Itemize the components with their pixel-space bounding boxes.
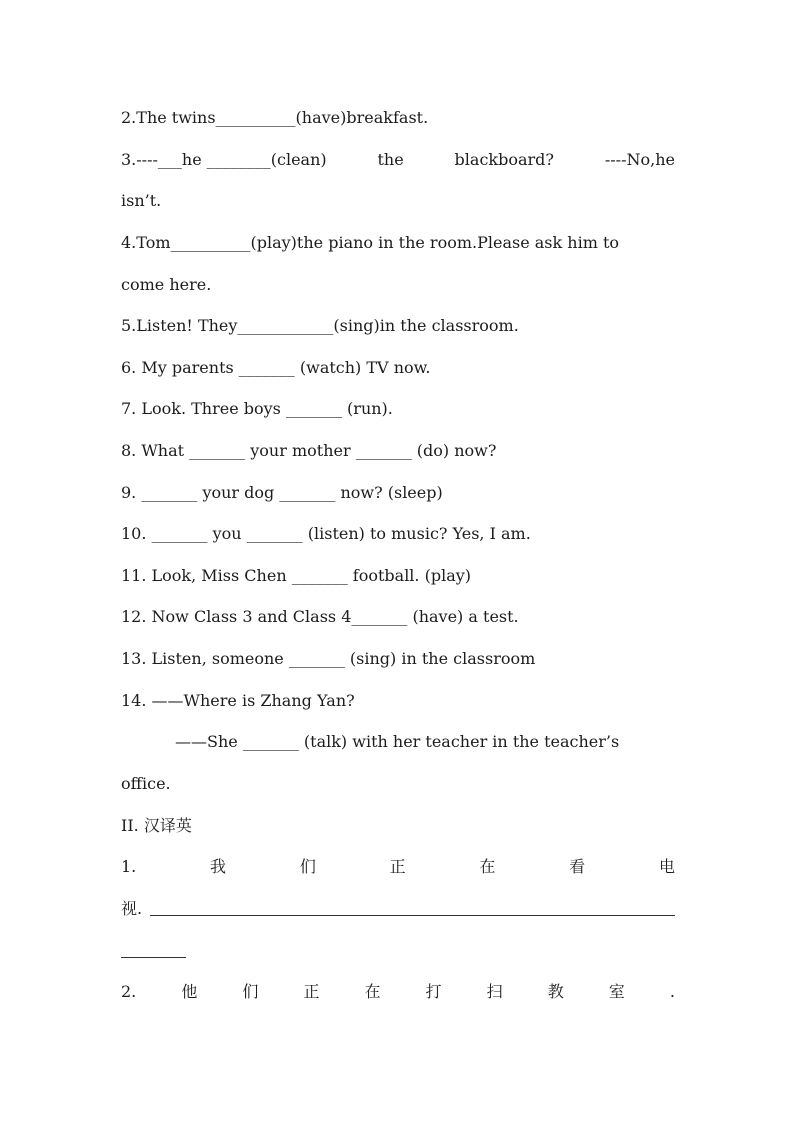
question-2: 2.The twins__________(have)breakfast.: [121, 108, 429, 127]
question-7: 7. Look. Three boys _______ (run).: [121, 399, 393, 418]
translation-item-2-char: 室: [608, 982, 625, 1001]
question-9: 9. _______ your dog _______ now? (sleep): [121, 483, 443, 502]
question-14-answer-line: ——She _______ (talk) with her teacher in the teacher’s: [175, 732, 620, 751]
question-3-word-the: the: [377, 150, 404, 169]
translation-item-1-char: 我: [210, 857, 227, 876]
translation-item-2: [121, 982, 675, 1002]
question-3: [121, 150, 675, 170]
question-4: 4.Tom__________(play)the piano in the room.Please ask him to: [121, 233, 620, 252]
question-3-continuation: isn’t.: [121, 191, 162, 210]
translation-item-2-char: 他: [181, 982, 198, 1001]
translation-item-1-char: 看: [569, 857, 586, 876]
question-4-continuation: come here.: [121, 275, 212, 294]
translation-item-2-char: 在: [364, 982, 381, 1001]
question-11: 11. Look, Miss Chen _______ football. (play): [121, 566, 472, 585]
translation-item-2-char: 教: [547, 982, 564, 1001]
translation-item-1: [121, 857, 675, 877]
question-6: 6. My parents _______ (watch) TV now.: [121, 358, 431, 377]
translation-item-2-char: 正: [303, 982, 320, 1001]
translation-item-1-char: 们: [299, 857, 316, 876]
answer-line: [150, 915, 675, 916]
translation-item-2-char: 们: [242, 982, 259, 1001]
question-3-prompt: 3.----___he ________(clean): [121, 150, 327, 169]
question-5: 5.Listen! They____________(sing)in the classroom.: [121, 316, 519, 335]
translation-item-1-char: 正: [389, 857, 406, 876]
answer-line-short: [121, 957, 186, 958]
translation-item-2-char: 扫: [486, 982, 503, 1001]
question-13: 13. Listen, someone _______ (sing) in the classroom: [121, 649, 536, 668]
question-8: 8. What _______ your mother _______ (do) now?: [121, 441, 497, 460]
translation-item-1-char: 电: [658, 857, 675, 876]
translation-item-1-char: 在: [479, 857, 496, 876]
translation-item-2-char: .: [669, 982, 675, 1001]
translation-item-2-char: 打: [425, 982, 442, 1001]
question-14-continuation: office.: [121, 774, 171, 793]
translation-item-1-continuation: 视.: [121, 899, 143, 918]
translation-item-1-number: 1.: [121, 857, 137, 876]
question-12: 12. Now Class 3 and Class 4_______ (have) a test.: [121, 607, 519, 626]
section-2-heading: II. 汉译英: [121, 816, 192, 835]
question-10: 10. _______ you _______ (listen) to music? Yes, I am.: [121, 524, 531, 543]
translation-item-2-number: 2.: [121, 982, 137, 1001]
question-3-word-blackboard: blackboard?: [454, 150, 554, 169]
question-14: 14. ——Where is Zhang Yan?: [121, 691, 355, 710]
question-3-answer: ----No,he: [604, 150, 675, 169]
